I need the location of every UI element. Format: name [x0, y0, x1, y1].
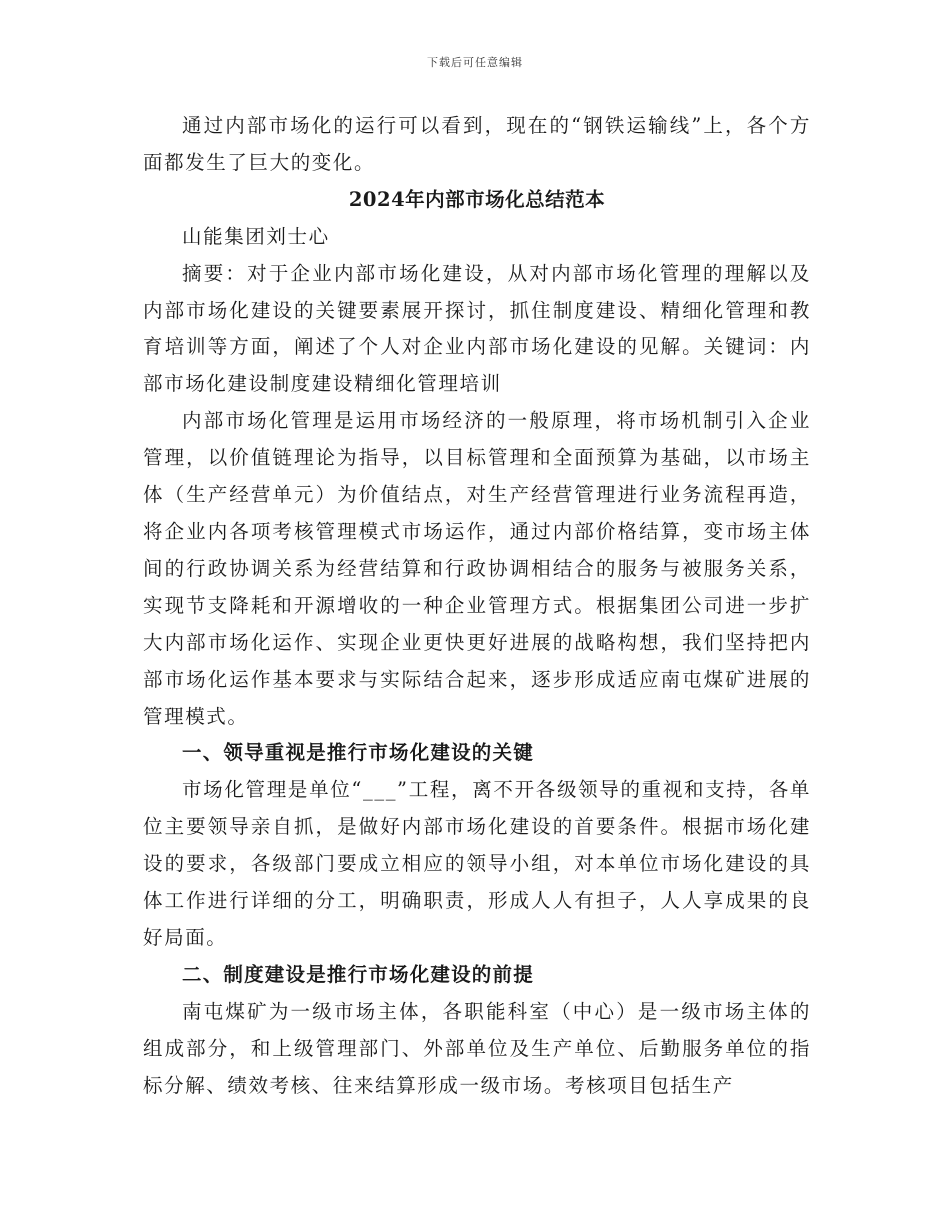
- author-line: 山能集团刘士心: [182, 224, 330, 248]
- body-paragraph-3: 南屯煤矿为一级市场主体，各职能科室（中心）是一级市场主体的组成部分，和上级管理部门、外部单位及生产单位、后勤服务单位的指标分解、绩效考核、往来结算形成一级市场。考核项目包括生产: [143, 999, 811, 1097]
- body-paragraph-1: 内部市场化管理是运用市场经济的一般原理，将市场机制引入企业管理，以价值链理论为指导，以目标管理和全面预算为基础，以市场主体（生产经营单元）为价值结点，对生产经营管理进行业务流程再造，将企业内各项考核管理模式市场运作，通过内部价格结算，变市场主体间的行政协调关系为经营结算和行政协调相结合的服务与被服务关系，实现节支降耗和开源增收的一种企业管理方式。根据集团公司进一步扩大内部市场化运作、实现企业更快更好进展的战略构想，我们坚持把内部市场化运作基本要求与实际结合起来，逐步形成适应南屯煤矿进展的管理模式。: [143, 409, 811, 728]
- document-body: [143, 108, 811, 1104]
- body-paragraph-2: 市场化管理是单位“___”工程，离不开各级领导的重视和支持，各单位主要领导亲自抓，是做好内部市场化建设的首要条件。根据市场化建设的要求，各级部门要成立相应的领导小组，对本单位市场化建设的具体工作进行详细的分工，明确职责，形成人人有担子，人人享成果的良好局面。: [143, 778, 811, 949]
- document-title: 2024年内部市场化总结范本: [348, 187, 606, 211]
- section-heading-1: 一、领导重视是推行市场化建设的关键: [182, 741, 534, 765]
- abstract-paragraph: 摘要：对于企业内部市场化建设，从对内部市场化管理的理解以及内部市场化建设的关键要素展开探讨，抓住制度建设、精细化管理和教育培训等方面，阐述了个人对企业内部市场化建设的见解。关键词：内部市场化建设制度建设精细化管理培训: [143, 261, 811, 396]
- page-header: 下载后可任意编辑: [427, 56, 523, 69]
- section-heading-2: 二、制度建设是推行市场化建设的前提: [182, 962, 534, 986]
- intro-paragraph: 通过内部市场化的运行可以看到，现在的“钢铁运输线”上，各个方面都发生了巨大的变化。: [143, 114, 811, 174]
